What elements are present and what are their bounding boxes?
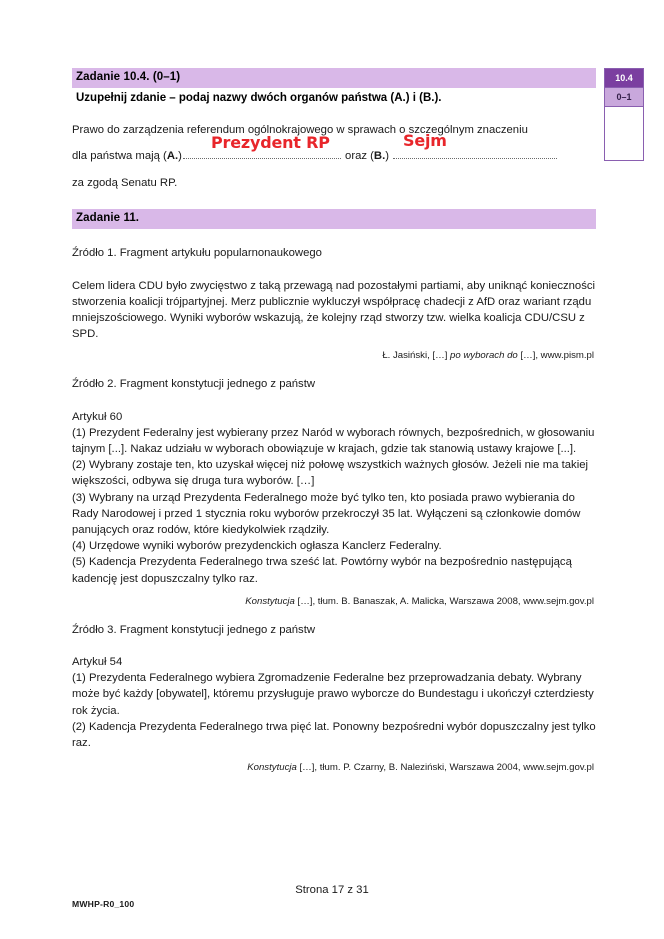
score-box-awarded-field[interactable]: [605, 107, 643, 160]
source-3-citation: [72, 761, 596, 774]
citation-1-pre: Ł. Jasiński, […]: [382, 350, 451, 362]
handwritten-answer-b: Sejm: [403, 131, 447, 151]
source-3-label: Źródło 3. Fragment konstytucji jednego z państw: [72, 623, 316, 636]
source-2-clause-4: (4) Urzędowe wyniki wyborów prezydenckich ogłasza Kanclerz Federalny.: [72, 540, 442, 553]
citation-3-italic: Konstytucja: [247, 762, 297, 774]
citation-1-post: […], www.pism.pl: [517, 350, 594, 362]
source-2-label: Źródło 2. Fragment konstytucji jednego z państw: [72, 378, 316, 391]
task-instruction-10-4: Uzupełnij zdanie – podaj nazwy dwóch organów państwa (A.) i (B.).: [76, 92, 442, 104]
fill-mid-b: oraz (B.): [341, 150, 393, 163]
citation-3-post: […], tłum. P. Czarny, B. Naleziński, Warszawa 2004, www.sejm.gov.pl: [296, 762, 594, 774]
sentence-line-3: za zgodą Senatu RP.: [72, 177, 178, 190]
handwritten-answer-a: Prezydent RP: [211, 133, 330, 153]
sentence-line-1: Prawo do zarządzenia referendum ogólnokrajowego w sprawach o szczególnym znaczeniu: [72, 124, 528, 136]
source-3-article: Artykuł 54: [72, 656, 123, 669]
source-3-clause-2: (2) Kadencja Prezydenta Federalnego trwa pięć lat. Ponowny bezpośredni wybór dopuszczalny jest tylko raz.: [72, 720, 596, 750]
source-2-clause-1: (1) Prezydent Federalny jest wybierany przez Naród w wyborach równych, bezpośrednich, w głosowaniu tajnym [...]. Nakaz udziału w wyborach obowiązuje w krajach, gdzie tak stanowią ustawy krajowe [...].: [72, 426, 595, 456]
source-2-clause-3: (3) Wybrany na urząd Prezydenta Federalnego może być tylko ten, kto posiada prawo wybierania do Rady Narodowej i przed 1 stycznia roku wyborów przekroczył 35 lat. Wyłączeni są członkowie domów panujących oraz rodów, które kiedykolwiek rządziły.: [72, 491, 581, 537]
score-box-10-4: [604, 68, 644, 161]
citation-2-italic: Konstytucja: [245, 595, 295, 607]
source-3-clause-1: (1) Prezydenta Federalnego wybiera Zgromadzenie Federalne bez przeprowadzania debaty. Wybrany może być każdy [obywatel], któremu przysługuje prawo wyborcze do Bundestagu i ukończył czterdziesty rok życia.: [72, 672, 594, 717]
content-column: [72, 68, 596, 774]
fill-in-line: [72, 131, 596, 169]
source-2-citation: [72, 595, 596, 608]
source-2-article: Artykuł 60: [72, 410, 123, 423]
citation-1-italic: po wyborach do: [450, 350, 518, 362]
citation-2-post: […], tłum. B. Banaszak, A. Malicka, Warszawa 2008, www.sejm.gov.pl: [294, 595, 594, 607]
task-header-11: Zadanie 11.: [72, 209, 596, 229]
source-2-clause-5: (5) Kadencja Prezydenta Federalnego trwa sześć lat. Powtórny wybór na bezpośrednio następującą kadencję jest dopuszczalny tylko raz.: [72, 556, 572, 585]
footer-page-number: Strona 17 z 31: [295, 884, 369, 896]
source-3-text: [72, 654, 596, 751]
task-header-10-4: Zadanie 10.4. (0–1): [72, 68, 596, 88]
fill-lead-a: dla państwa mają (A.): [72, 150, 182, 163]
source-1-label: Źródło 1. Fragment artykułu popularnonaukowego: [72, 247, 322, 260]
source-1-paragraph: Celem lidera CDU było zwycięstwo z taką przewagą nad pozostałymi partiami, aby uniknąć konieczności stworzenia koalicji trójpartyjnej. Merz publicznie wykluczył współpracę chadecji z AfD oraz wariant rządu mniejszościowego. Wyniki wyborów wskazują, że kolejny rząd stworzy tzw. wielka koalicja CDU/CSU z SPD.: [72, 279, 596, 341]
footer-sheet-code: MWHP-R0_100: [72, 899, 135, 909]
task-10-4-sentence: [72, 122, 596, 191]
source-2-text: [72, 409, 596, 587]
source-1-citation: [72, 349, 596, 362]
source-2-clause-2: (2) Wybrany zostaje ten, kto uzyskał więcej niż połowę wszystkich ważnych głosów. Jeżeli nie ma takiej większości, odbywa się druga tura wyborów. […]: [72, 459, 588, 488]
score-box-point-range: 0–1: [605, 88, 643, 107]
score-box-task-number: 10.4: [605, 69, 643, 88]
